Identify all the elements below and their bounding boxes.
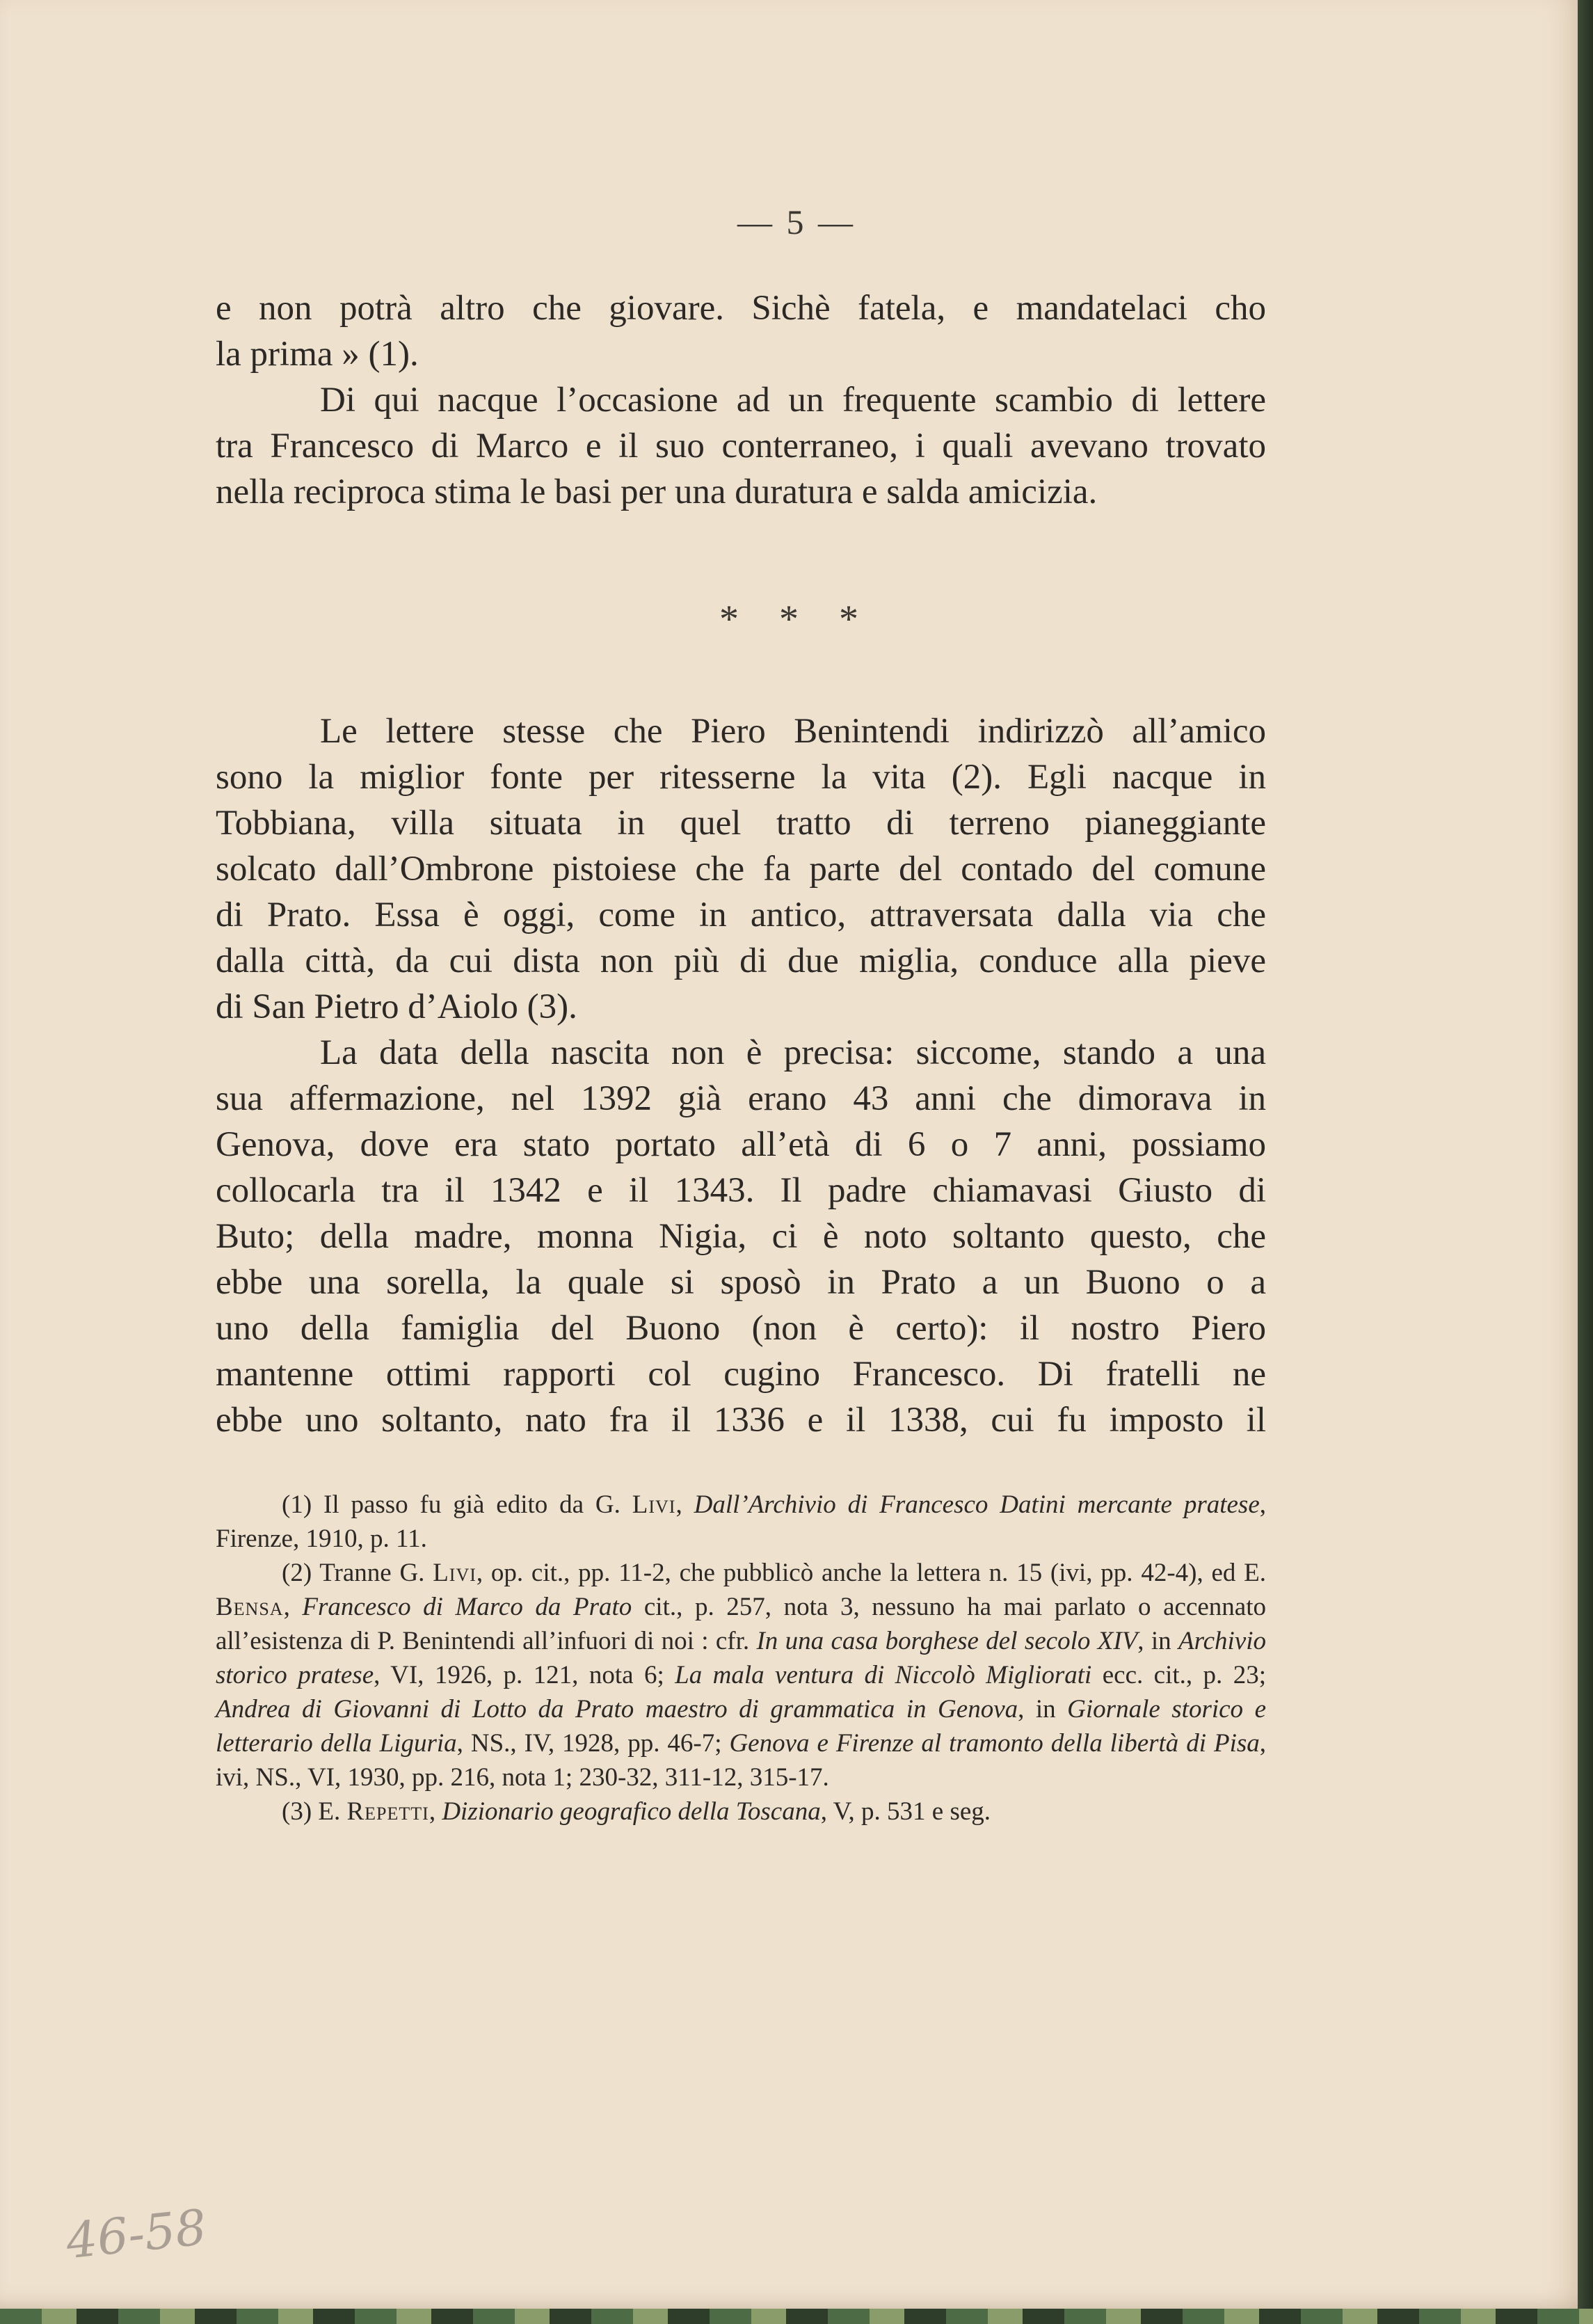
footnote-text: , ivi, NS., VI, 1930, pp. 216, nota 1; 230-32, 311-12, 315-17. [216,1729,1266,1792]
text-line: mantenne ottimi rapporti col cugino Francesco. Di fratelli ne [216,1355,1266,1394]
text-line: Di qui nacque l’occasione ad un frequente scambio di lettere [320,381,1266,420]
text-line: di San Pietro d’Aiolo (3). [216,987,577,1026]
text-line: Genova, dove era stato portato all’età di 6 o 7 anni, possiamo [216,1125,1266,1164]
work-title: Giornale storico e letterario della Liguria [216,1695,1266,1758]
footnote-text: cit., p. 257, nota 3, nessuno ha mai parlato o accennato all’esistenza di P. Benintendi all’infuori di noi : cfr. [216,1593,1266,1655]
text-line: La data della nascita non è precisa: siccome, stando a una [320,1033,1266,1072]
text-line: collocarla tra il 1342 e il 1343. Il padre chiamavasi Giusto di [216,1171,1266,1210]
footnote-text: , [283,1593,303,1621]
work-title: Dizionario geografico della Toscana [442,1797,821,1826]
text-line: nella reciproca stima le basi per una duratura e salda amicizia. [216,472,1098,511]
text-line: e non potrà altro che giovare. Sichè fatela, e mandatelaci cho [216,289,1266,328]
work-title: La mala ventura di Niccolò Migliorati [675,1661,1092,1689]
page-number: — 5 — [737,202,856,241]
footnote-text: (2) Tranne G. [282,1559,433,1587]
footnote-text: , NS., IV, 1928, pp. 46-7; [456,1729,730,1758]
main-text-continued [216,708,1266,1443]
separator-stars: * * * [719,598,874,641]
page-edge-bottom [0,2309,1593,2324]
footnote-text: , in [1018,1695,1068,1724]
work-title: Andrea di Giovanni di Lotto da Prato maestro di grammatica in Genova [216,1695,1018,1724]
text-line: Buto; della madre, monna Nigia, ci è noto soltanto questo, che [216,1217,1266,1256]
work-title: Francesco di Marco da Prato [302,1593,632,1621]
author-name: Livi [632,1490,676,1519]
text-line: tra Francesco di Marco e il suo conterraneo, i quali avevano trovato [216,427,1266,465]
text-line: dalla città, da cui dista non più di due miglia, conduce alla pieve [216,941,1266,980]
footnote-1 [216,1488,1266,1556]
text-line: Tobbiana, villa situata in quel tratto di terreno pianeggiante [216,804,1266,843]
paragraph-4 [216,1030,1266,1443]
paragraph-3 [216,708,1266,1030]
work-title: Genova e Firenze al tramonto della libertà di Pisa [729,1729,1260,1758]
footnote-text: , Firenze, 1910, p. 11. [216,1490,1267,1553]
work-title: Dall’Archivio di Francesco Datini mercante pratese [694,1490,1260,1519]
footnote-3 [216,1794,1266,1829]
text-line: sua affermazione, nel 1392 già erano 43 anni che dimorava in [216,1079,1266,1118]
paragraph-2 [216,377,1266,515]
text-line: ebbe una sorella, la quale si sposò in Prato a un Buono o a [216,1263,1266,1302]
footnotes [216,1488,1266,1829]
text-line: ebbe uno soltanto, nato fra il 1336 e il 1338, cui fu imposto il [216,1401,1266,1440]
text-line: di Prato. Essa è oggi, come in antico, attraversata dalla via che [216,896,1266,934]
work-title: In una casa borghese del secolo XIV [756,1627,1138,1655]
footnote-text: , VI, 1926, p. 121, nota 6; [374,1661,675,1689]
handwritten-margin-note: 46-58 [63,2198,209,2270]
footnote-text: , V, p. 531 e seg. [820,1797,991,1826]
section-separator [0,598,1593,641]
page-edge-right [1578,0,1593,2309]
footnote-text: (1) Il passo fu già edito da G. [282,1490,632,1519]
work-title: Archivio storico pratese [216,1627,1267,1689]
footnote-text: (3) E. [282,1797,347,1826]
author-name: Bensa [216,1593,284,1621]
text-line: sono la miglior fonte per ritesserne la vita (2). Egli nacque in [216,758,1266,797]
footnote-2 [216,1556,1266,1794]
footnote-text: ecc. cit., p. 23; [1091,1661,1267,1689]
text-line: Le lettere stesse che Piero Benintendi indirizzò all’amico [320,712,1266,751]
author-name: Repetti [346,1797,429,1826]
footnote-text: , op. cit., pp. 11-2, che pubblicò anche la lettera n. 15 (ivi, pp. 42-4), ed E. [476,1559,1267,1587]
text-line: solcato dall’Ombrone pistoiese che fa parte del contado del comune [216,850,1266,889]
text-line: uno della famiglia del Buono (non è certo): il nostro Piero [216,1309,1266,1348]
main-text [216,285,1266,515]
footnote-text: , [675,1490,694,1519]
author-name: Livi [433,1559,477,1587]
footnote-text: , in [1137,1627,1178,1655]
paragraph-1 [216,285,1266,377]
text-line: la prima » (1). [216,335,419,374]
footnote-text: , [429,1797,442,1826]
